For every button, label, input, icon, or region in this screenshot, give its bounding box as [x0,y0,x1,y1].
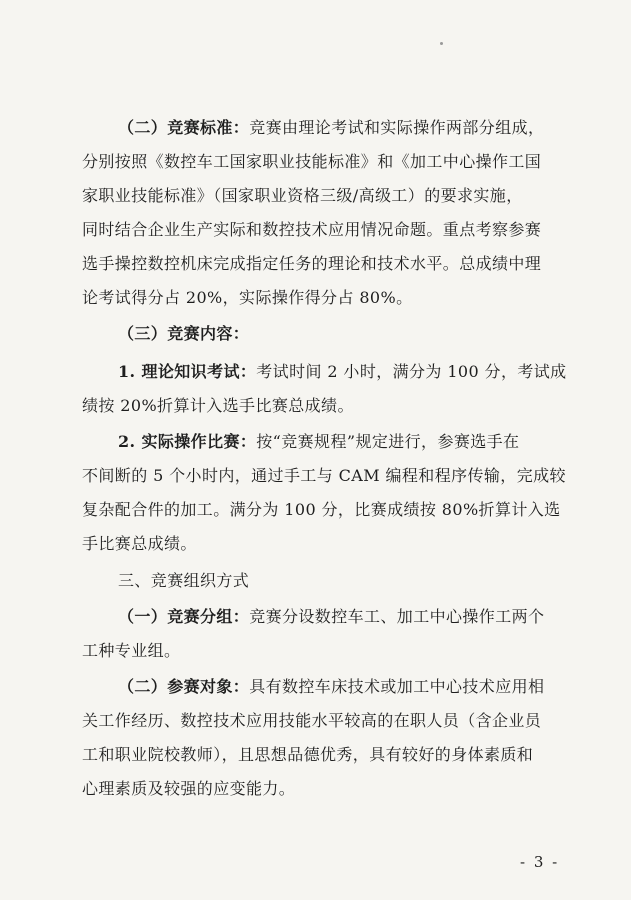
grouping-line-2: 工种专业组。 [82,641,181,660]
participants-line-4: 心理素质及较强的应变能力。 [82,779,296,798]
scan-speck [440,42,443,45]
practice-line-1: 2. 实际操作比赛：按“竞赛规程”规定进行，参赛选手在 [118,432,520,451]
practice-label: 2. 实际操作比赛： [118,432,257,451]
participants-line-1: （二）参赛对象：具有数控车床技术或加工中心技术应用相 [118,677,545,696]
participants-heading: （二）参赛对象： [118,677,250,696]
standard-heading: （二）竞赛标准： [118,118,250,137]
theory-label: 1. 理论知识考试： [118,362,257,381]
grouping-line-1: （一）竞赛分组：竞赛分设数控车工、加工中心操作工两个 [118,607,545,626]
practice-line-3: 复杂配合件的加工。满分为 100 分，比赛成绩按 80%折算计入选 [82,500,561,519]
content-heading: （三）竞赛内容： [118,324,250,343]
page-number: - 3 - [520,853,560,871]
participants-line-2: 关工作经历、数控技术应用技能水平较高的在职人员（含企业员 [82,711,542,730]
standard-line-5: 选手操控数控机床完成指定任务的理论和技术水平。总成绩中理 [82,254,542,273]
standard-line-1: （二）竞赛标准：竞赛由理论考试和实际操作两部分组成， [118,118,545,137]
theory-line-2: 绩按 20%折算计入选手比赛总成绩。 [82,396,354,415]
practice-line-4: 手比赛总成绩。 [82,534,197,553]
standard-line-6: 论考试得分占 20%，实际操作得分占 80%。 [82,288,413,307]
practice-line-2: 不间断的 5 个小时内，通过手工与 CAM 编程和程序传输，完成较 [82,466,566,485]
theory-line-1: 1. 理论知识考试：考试时间 2 小时，满分为 100 分，考试成 [118,362,567,381]
standard-line-3: 家职业技能标准》（国家职业资格三级/高级工）的要求实施， [82,186,523,205]
grouping-heading: （一）竞赛分组： [118,607,250,626]
standard-line-2: 分别按照《数控车工国家职业技能标准》和《加工中心操作工国 [82,152,542,171]
organization-heading: 三、竞赛组织方式 [118,571,250,590]
standard-line-4: 同时结合企业生产实际和数控技术应用情况命题。重点考察参赛 [82,220,542,239]
participants-line-3: 工和职业院校教师），且思想品德优秀，具有较好的身体素质和 [82,745,534,764]
